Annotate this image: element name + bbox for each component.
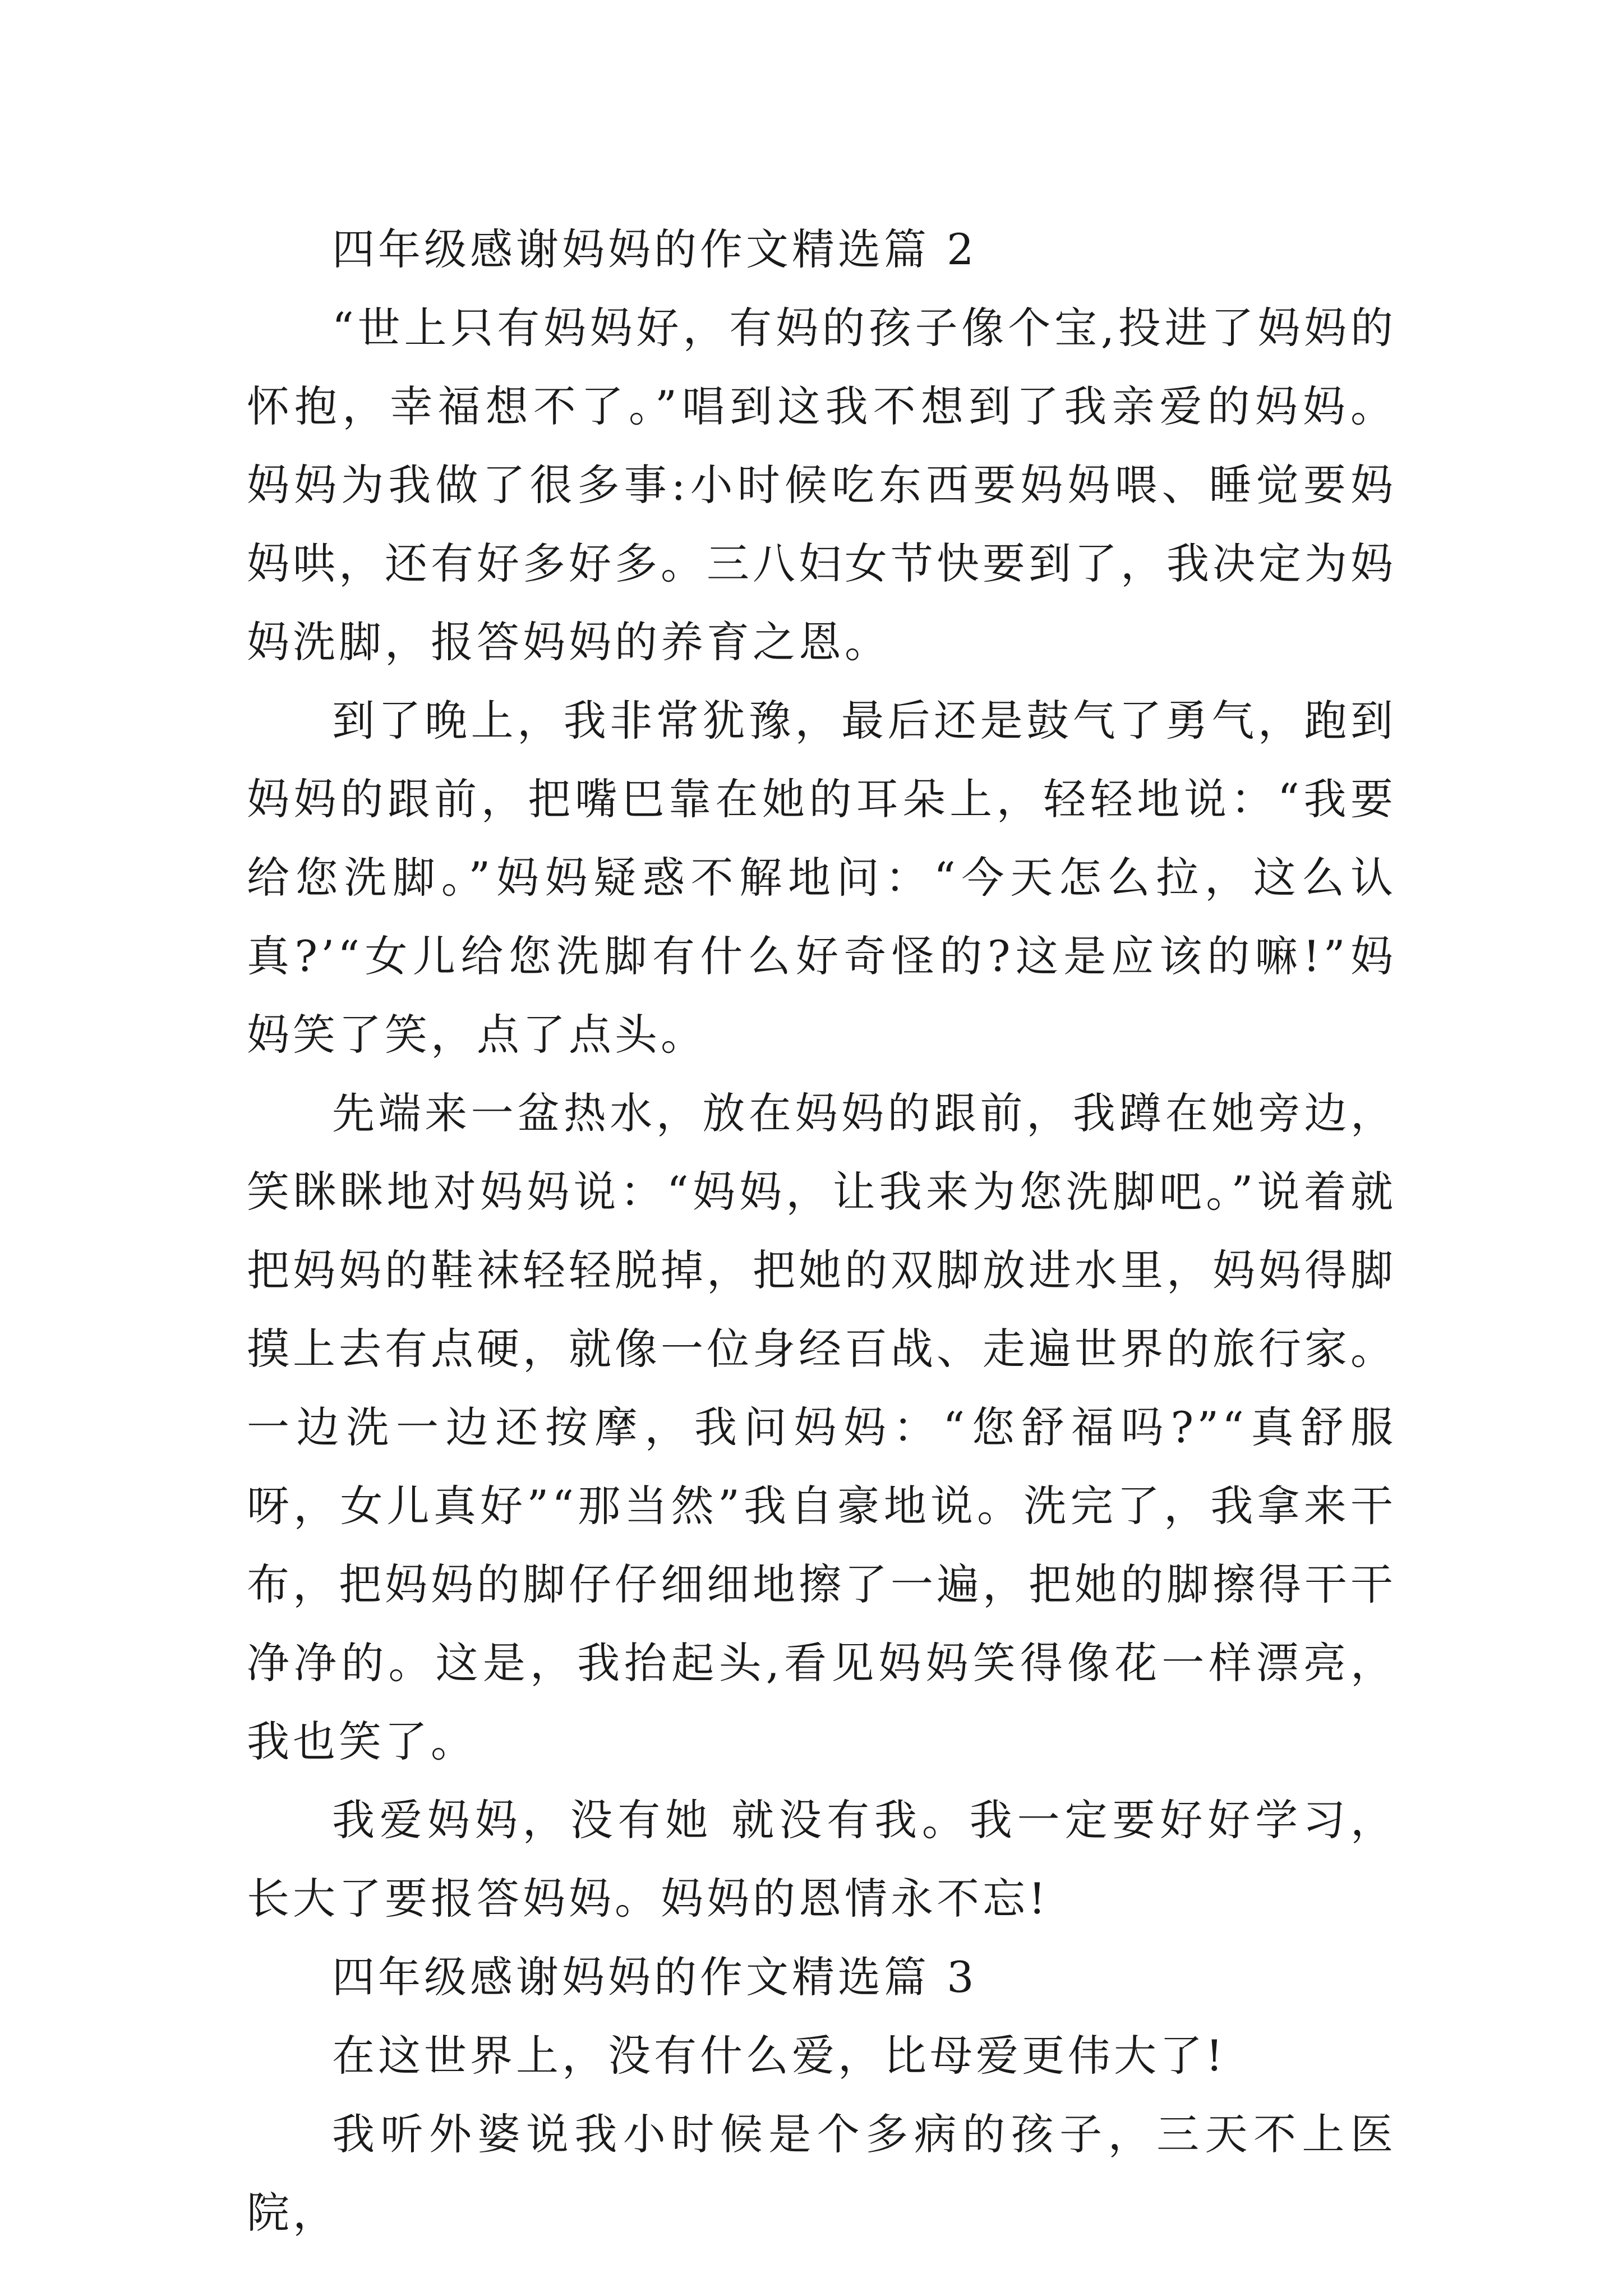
paragraph: 到了晚上，我非常犹豫，最后还是鼓气了勇气，跑到妈妈的跟前，把嘴巴靠在她的耳朵上，轻轻地说：“我要给您洗脚。”妈妈疑惑不解地问：“今天怎么拉，这么认真?’“女儿给您洗脚有什么好奇怪的?这是应该的嘛!”妈妈笑了笑，点了点头。 bbox=[247, 696, 1396, 1060]
paragraph: 我听外婆说我小时候是个多病的孩子，三天不上医院， bbox=[247, 2109, 1396, 2238]
paragraph: 在这世界上，没有什么爱，比母爱更伟大了! bbox=[332, 2031, 1227, 2081]
paragraph: “世上只有妈妈好，有妈的孩子像个宝,投进了妈妈的怀抱，幸福想不了。”唱到这我不想到了我亲爱的妈妈。妈妈为我做了很多事:小时候吃东西要妈妈喂、睡觉要妈妈哄，还有好多好多。三八妇女节快要到了，我决定为妈妈洗脚，报答妈妈的养育之恩。 bbox=[247, 303, 1396, 667]
article-body bbox=[247, 210, 1396, 2252]
section-heading-3: 四年级感谢妈妈的作文精选篇 3 bbox=[332, 1952, 978, 2002]
paragraph: 我爱妈妈，没有她 就没有我。我一定要好好学习，长大了要报答妈妈。妈妈的恩情永不忘! bbox=[247, 1795, 1396, 1924]
section-heading-2: 四年级感谢妈妈的作文精选篇 2 bbox=[332, 224, 978, 274]
paragraph: 先端来一盆热水，放在妈妈的跟前，我蹲在她旁边，笑眯眯地对妈妈说：“妈妈，让我来为您洗脚吧。”说着就把妈妈的鞋袜轻轻脱掉，把她的双脚放进水里，妈妈得脚摸上去有点硬，就像一位身经百战、走遍世界的旅行家。一边洗一边还按摩，我问妈妈：“您舒福吗?”“真舒服呀，女儿真好”“那当然”我自豪地说。洗完了，我拿来干布，把妈妈的脚仔仔细细地擦了一遍，把她的脚擦得干干净净的。这是，我抬起头,看见妈妈笑得像花一样漂亮，我也笑了。 bbox=[247, 1088, 1396, 1766]
